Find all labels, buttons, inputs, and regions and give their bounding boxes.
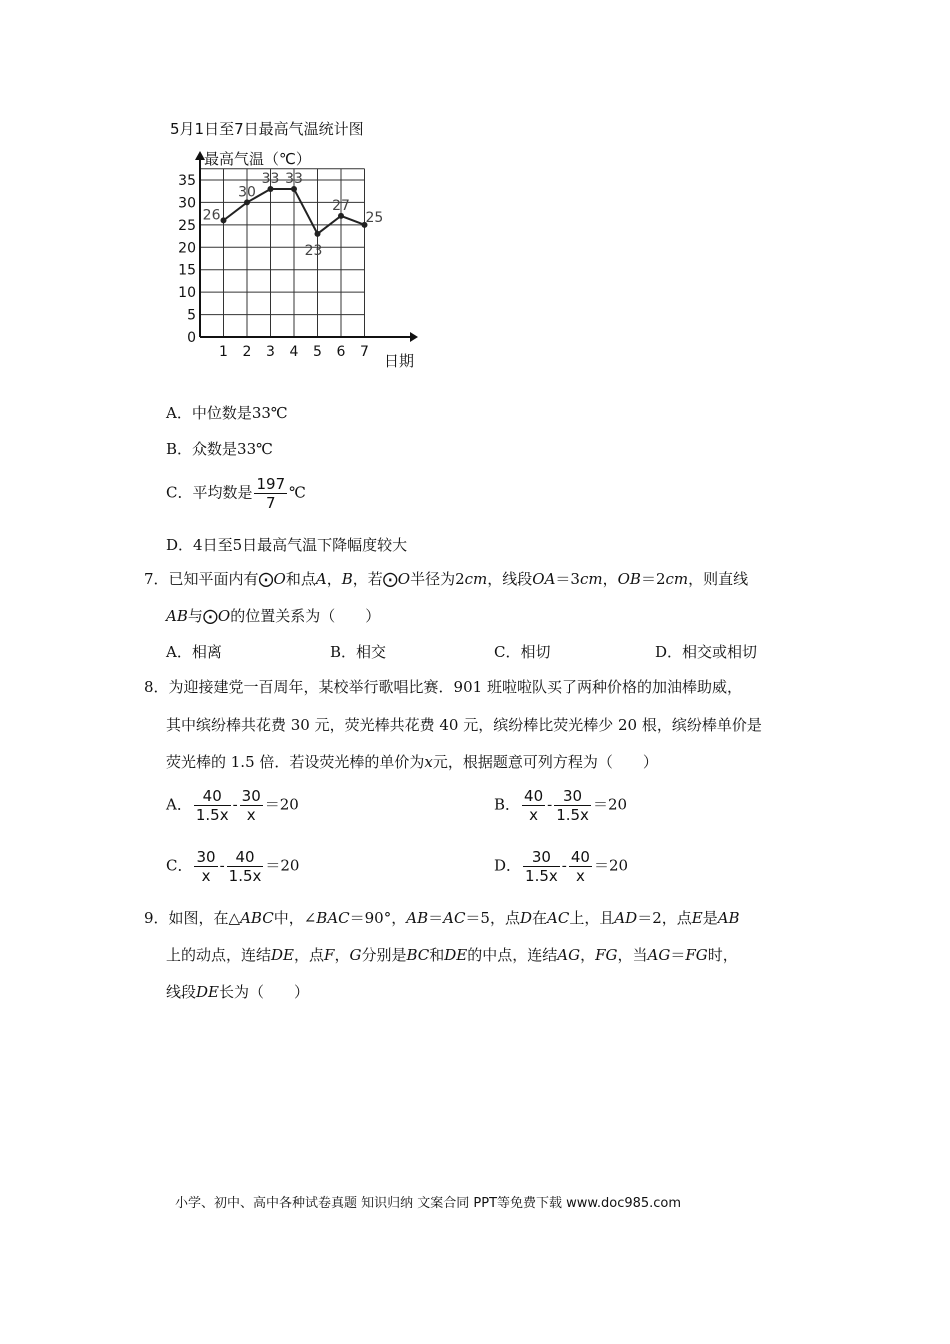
fraction: [522, 787, 545, 824]
text: ＝90°，: [349, 909, 407, 927]
y-tick-label: 35: [178, 173, 196, 189]
math-var: BC: [406, 946, 430, 964]
text: ，: [326, 570, 342, 588]
x-tick-label: 6: [336, 344, 346, 360]
math-var: O: [273, 570, 286, 588]
text: ，线段: [487, 570, 533, 588]
text: ，: [580, 946, 596, 964]
math-var: FG: [595, 946, 618, 964]
text: ＝5，点: [465, 909, 520, 927]
fraction-numerator: 197: [256, 475, 286, 493]
chart-y-axis-label: 最高气温（℃）: [204, 150, 311, 168]
minus: -: [232, 795, 238, 814]
math-var: DE: [444, 946, 468, 964]
text: 荧光棒的 1.5 倍．若设荧光棒的单价为: [166, 753, 425, 771]
text: ，: [602, 570, 618, 588]
q7-option-d: D．相交或相切: [655, 643, 758, 661]
text: ，: [334, 946, 350, 964]
data-label: 26: [202, 207, 221, 224]
q9-stem-line2: [166, 944, 738, 965]
q8-stem-line3: [166, 751, 658, 772]
math-var: O: [217, 607, 231, 625]
fraction-denominator: 1.5x: [525, 867, 558, 885]
q7-option-c: C．相切: [494, 643, 551, 661]
text: ＝: [428, 909, 444, 927]
y-tick-label: 5: [187, 307, 196, 324]
math-var: AB: [406, 909, 429, 927]
fraction-numerator: 30: [241, 787, 261, 805]
math-var: OA: [532, 570, 556, 588]
minus: -: [547, 795, 553, 814]
text: 上的动点，连结: [166, 946, 272, 964]
text: 上，且: [569, 909, 615, 927]
fraction-denominator: 7: [266, 494, 276, 512]
x-tick-label: 3: [266, 344, 275, 360]
fraction-numerator: 30: [196, 848, 216, 866]
text: ＝: [670, 946, 686, 964]
y-tick-label: 30: [178, 195, 196, 212]
text: 中，∠: [273, 909, 317, 927]
data-label: 25: [365, 209, 384, 226]
data-point: [315, 231, 321, 237]
fraction: [569, 848, 592, 885]
equals: ＝20: [592, 795, 628, 814]
text: ，则直线: [688, 570, 749, 588]
minus: -: [219, 856, 225, 875]
math-var: G: [349, 946, 362, 964]
text: ，当: [617, 946, 648, 964]
q6-option-b: B．众数是33℃: [166, 440, 273, 458]
y-tick-label: 25: [178, 217, 196, 234]
text: 在: [532, 909, 548, 927]
y-tick-label: 10: [178, 285, 196, 302]
text: 的位置关系为（ ）: [230, 607, 381, 625]
chart-x-axis-label: 日期: [384, 352, 415, 370]
q6-option-c: [166, 475, 306, 512]
math-var: AD: [614, 909, 638, 927]
math-var: AB: [717, 909, 740, 927]
q8-option-b: [494, 787, 627, 824]
q7-option-b: B．相交: [330, 643, 387, 661]
temperature-line-chart: [160, 140, 440, 375]
fraction-numerator: 40: [524, 787, 544, 805]
math-var: cm: [665, 570, 689, 588]
fraction-denominator: x: [246, 806, 256, 824]
x-tick-label: 2: [242, 344, 252, 360]
q9-stem-line1: [144, 907, 740, 928]
fraction-denominator: 1.5x: [195, 806, 229, 824]
text: 半径为2: [410, 570, 465, 588]
option-label: C．: [166, 856, 193, 875]
fraction-numerator: 40: [227, 848, 264, 867]
math-var: AC: [443, 909, 466, 927]
fraction-denominator: 1.5x: [228, 867, 262, 885]
text: 线段: [166, 983, 197, 1001]
x-tick-label: 7: [360, 344, 369, 360]
fraction-denominator: x: [201, 867, 211, 885]
fraction-numerator: 30: [554, 787, 591, 806]
equals: ＝20: [264, 795, 299, 814]
fraction: [194, 848, 217, 885]
q8-stem-line1: 8．为迎接建党一百周年，某校举行歌唱比赛．901 班啦啦队买了两种价格的加油棒助威，: [144, 678, 742, 696]
q6-option-c-fraction: [254, 475, 287, 512]
text: 与⨀: [187, 607, 218, 625]
equals: ＝20: [593, 856, 629, 875]
fraction-numerator: 40: [570, 848, 590, 866]
math-var: B: [341, 570, 353, 588]
text: 和: [429, 946, 445, 964]
q7-option-a: A．相离: [166, 643, 222, 661]
text: 是: [702, 909, 718, 927]
fraction-denominator: x: [529, 806, 539, 824]
math-var: F: [324, 946, 335, 964]
option-label: B．: [494, 795, 521, 814]
text: 长为（ ）: [219, 983, 310, 1001]
text: 9．如图，在△: [144, 909, 241, 927]
chart-series: [203, 171, 384, 259]
math-var: DE: [196, 983, 219, 1001]
x-tick-label: 1: [219, 344, 228, 360]
minus: -: [561, 856, 567, 875]
fraction: [523, 848, 560, 885]
math-var: x: [424, 753, 433, 771]
data-label: 27: [332, 197, 350, 214]
math-var: AG: [647, 946, 671, 964]
text: 7．已知平面内有⨀: [144, 570, 274, 588]
fraction-denominator: 1.5x: [556, 806, 589, 824]
q8-stem-line2: 其中缤纷棒共花费 30 元，荧光棒共花费 40 元，缤纷棒比荧光棒少 20 根，缤纷棒单价是: [166, 716, 762, 734]
x-axis-arrow: [410, 332, 418, 342]
math-var: BAC: [316, 909, 350, 927]
math-var: OB: [617, 570, 641, 588]
math-var: FG: [685, 946, 708, 964]
text: ＝2，点: [637, 909, 692, 927]
text: ＝2: [640, 570, 666, 588]
text: ，若⨀: [352, 570, 398, 588]
fraction: [194, 787, 231, 824]
q7-stem-line2: [166, 605, 380, 626]
math-var: cm: [464, 570, 488, 588]
math-var: AC: [547, 909, 570, 927]
chart-title: 5月1日至7日最高气温统计图: [170, 120, 364, 138]
x-tick-label: 4: [289, 344, 299, 360]
text: ，点: [294, 946, 325, 964]
q7-stem-line1: [144, 568, 748, 589]
fraction: [554, 787, 591, 824]
fraction: [240, 787, 263, 824]
math-var: AB: [166, 607, 188, 625]
x-tick-label: 5: [313, 344, 322, 360]
option-label: D．: [494, 856, 522, 875]
math-var: E: [691, 909, 703, 927]
q8-option-d: [494, 848, 628, 885]
fraction-numerator: 40: [194, 787, 231, 806]
q9-stem-line3: [166, 981, 309, 1002]
math-var: cm: [579, 570, 603, 588]
fraction: [227, 848, 264, 885]
chart-grid: [200, 169, 365, 337]
q6-option-a: A．中位数是33℃: [166, 404, 288, 422]
data-label: 33: [285, 170, 303, 187]
text: 元，根据题意可列方程为（ ）: [432, 753, 658, 771]
data-label: 23: [304, 242, 323, 259]
data-point: [221, 217, 227, 223]
y-tick-label: 0: [187, 330, 196, 346]
q8-option-a: [166, 787, 299, 824]
q8-option-c: [166, 848, 299, 885]
q6-option-c-unit: ℃: [289, 483, 306, 502]
text: ＝3: [555, 570, 580, 588]
math-var: DE: [271, 946, 294, 964]
math-var: D: [519, 909, 532, 927]
data-label: 33: [261, 170, 280, 187]
text: 和点: [285, 570, 316, 588]
q6-option-d: D．4日至5日最高气温下降幅度较大: [166, 536, 408, 554]
math-var: ABC: [240, 909, 274, 927]
y-tick-label: 20: [178, 240, 196, 257]
option-label: A．: [166, 795, 192, 814]
page-footer: 小学、初中、高中各种试卷真题 知识归纳 文案合同 PPT等免费下载 www.doc985.com: [175, 1196, 682, 1211]
text: 分别是: [361, 946, 407, 964]
fraction-numerator: 30: [523, 848, 560, 867]
q6-option-c-prefix: C．平均数是: [166, 483, 253, 502]
math-var: A: [315, 570, 327, 588]
data-label: 30: [238, 184, 256, 201]
equals: ＝20: [265, 856, 300, 875]
math-var: AG: [557, 946, 581, 964]
math-var: O: [397, 570, 411, 588]
fraction-denominator: x: [575, 867, 585, 885]
text: 的中点，连结: [467, 946, 558, 964]
text: 时，: [707, 946, 738, 964]
y-tick-label: 15: [178, 262, 196, 279]
